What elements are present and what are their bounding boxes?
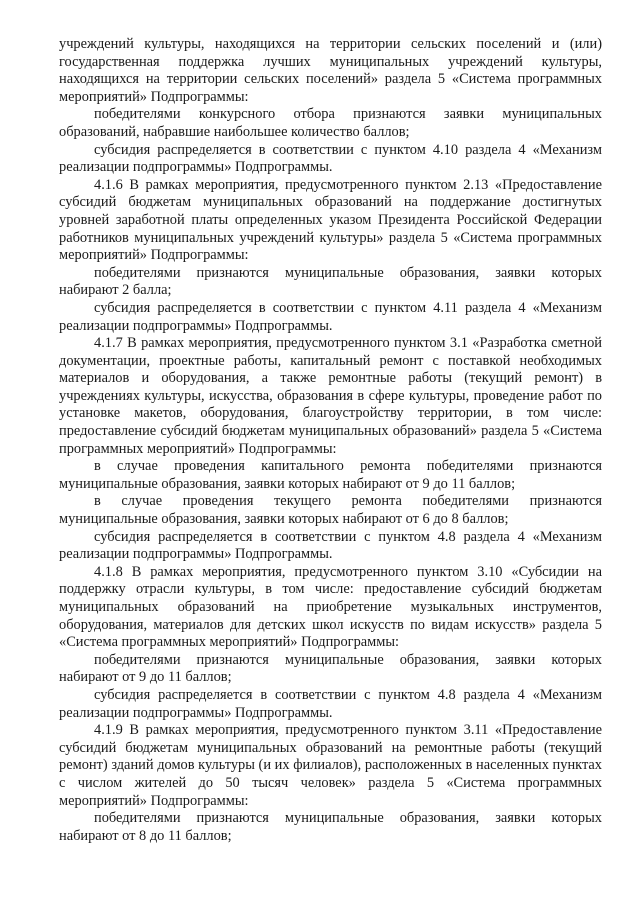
paragraph: субсидия распределяется в соответствии с пунктом 4.11 раздела 4 «Механизм реализации подпрограммы» Подпрограммы. <box>59 299 602 334</box>
clause-4-1-9: 4.1.9 В рамках мероприятия, предусмотренного пунктом 3.11 «Предоставление субсидий бюджетам муниципальных образований на ремонтные работы (текущий ремонт) зданий домов культуры (и их филиалов), расположенных в населенных пунктах с числом жителей до 50 тысяч человек» раздела 5 «Система программных мероприятий» Подпрограммы: <box>59 722 602 809</box>
paragraph: победителями конкурсного отбора признаются заявки муниципальных образований, набравшие наибольшее количество баллов; <box>59 106 602 140</box>
paragraph: в случае проведения капитального ремонта победителями признаются муниципальные образования, заявки которых набирают от 9 до 11 баллов; <box>59 458 602 492</box>
paragraph: субсидия распределяется в соответствии с пунктом 4.8 раздела 4 «Механизм реализации подпрограммы» Подпрограммы. <box>59 686 602 721</box>
paragraph: субсидия распределяется в соответствии с пунктом 4.8 раздела 4 «Механизм реализации подпрограммы» Подпрограммы. <box>59 528 602 563</box>
clause-4-1-7: 4.1.7 В рамках мероприятия, предусмотренного пунктом 3.1 «Разработка сметной документации, проектные работы, капитальный ремонт с поставкой необходимых материалов и оборудования, а также ремонтные работы (текущий ремонт) в учреждениях культуры, искусства, образования в сфере культуры, проведение работ по установке макетов, оборудования, благоустройству территории, в том числе: предоставление субсидий бюджетам муниципальных образований» раздела 5 «Система программных мероприятий» Подпрограммы: <box>59 335 602 457</box>
paragraph-continuation: учреждений культуры, находящихся на территории сельских поселений и (или) государственная поддержка лучших муниципальных учреждений культуры, находящихся на территории сельских поселений» раздела 5 «Система программных мероприятий» Подпрограммы: <box>59 36 602 105</box>
paragraph: в случае проведения текущего ремонта победителями признаются муниципальные образования, заявки которых набирают от 6 до 8 баллов; <box>59 493 602 528</box>
clause-4-1-8: 4.1.8 В рамках мероприятия, предусмотренного пунктом 3.10 «Субсидии на поддержку отрасли культуры, в том числе: предоставление субсидий бюджетам муниципальных образований на приобретение музыкальных инструментов, оборудования, материалов для детских школ искусств по видам искусств» раздела 5 «Система программных мероприятий» Подпрограммы: <box>59 563 602 651</box>
document-page <box>59 36 602 845</box>
clause-4-1-6: 4.1.6 В рамках мероприятия, предусмотренного пунктом 2.13 «Предоставление субсидий бюджетам муниципальных образований на поддержание достигнутых уровней заработной платы определенных указом Президента Российской Федерации работников муниципальных учреждений культуры» раздела 5 «Система программных мероприятий» Подпрограммы: <box>59 176 602 264</box>
paragraph: победителями признаются муниципальные образования, заявки которых набирают от 8 до 11 баллов; <box>59 810 602 844</box>
paragraph: субсидия распределяется в соответствии с пунктом 4.10 раздела 4 «Механизм реализации подпрограммы» Подпрограммы. <box>59 141 602 176</box>
paragraph: победителями признаются муниципальные образования, заявки которых набирают от 9 до 11 баллов; <box>59 651 602 686</box>
paragraph: победителями признаются муниципальные образования, заявки которых набирают 2 балла; <box>59 264 602 299</box>
